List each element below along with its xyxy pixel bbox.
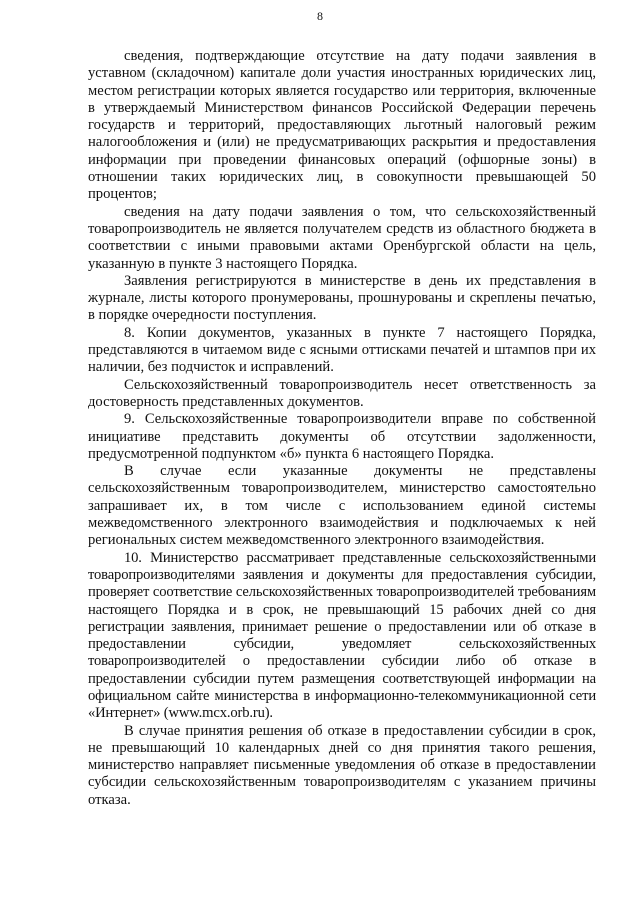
paragraph-responsibility: Сельскохозяйственный товаропроизводитель несет ответственность за достоверность представленных документов. (88, 376, 596, 410)
paragraph-refusal-notice: В случае принятия решения об отказе в предоставлении субсидии в срок, не превышающий 10 календарных дней со дня принятия такого решения, министерство направляет письменные уведомления об отказе в предоставлении субсидии сельскохозяйственным товаропроизводителям с указанием причины отказа. (88, 722, 596, 808)
paragraph-item-9: 9. Сельскохозяйственные товаропроизводители вправе по собственной инициативе представить документы об отсутствии задолженности, предусмотренной подпунктом «б» пункта 6 настоящего Порядка. (88, 411, 596, 462)
paragraph-item-10: 10. Министерство рассматривает представленные сельскохозяйственными товаропроизводителями заявления и документы для предоставления субсидии, проверяет соответствие сельскохозяйственных товаропроизводителей требованиям настоящего Порядка и в срок, не превышающий 15 рабочих дней со дня регистрации заявления, принимает решение о предоставлении или об отказе в предоставлении субсидии, уведомляет сельскохозяйственных товаропроизводителей о предоставлении субсидии либо об отказе в предоставлении субсидии путем размещения соответствующей информации на официальном сайте министерства в информационно-телекоммуникационной сети «Интернет» (www.mcx.orb.ru). (88, 549, 596, 722)
paragraph-item-8: 8. Копии документов, указанных в пункте 7 настоящего Порядка, представляются в читаемом виде с ясными оттисками печатей и штампов при их наличии, без подчисток и исправлений. (88, 324, 596, 376)
paragraph-interagency-request: В случае если указанные документы не представлены сельскохозяйственным товаропроизводителем, министерство самостоятельно запрашивает их, в том числе с использованием единой системы межведомственного электронного взаимодействия и подключаемых к ней региональных систем межведомственного электронного взаимодействия. (88, 463, 596, 549)
paragraph-budget-info: сведения на дату подачи заявления о том, что сельскохозяйственный товаропроизводитель не является получателем средств из областного бюджета в соответствии с иными правовыми актами Оренбургской области на цель, указанную в пункте 3 настоящего Порядка. (88, 203, 596, 272)
paragraph-registration: Заявления регистрируются в министерстве в день их представления в журнале, листы которого пронумерованы, прошнурованы и скреплены печатью, в порядке очередности поступления. (88, 272, 596, 324)
page-number: 8 (317, 9, 323, 23)
document-body (88, 48, 596, 809)
paragraph-offshore-info: сведения, подтверждающие отсутствие на дату подачи заявления в уставном (складочном) капитале доли участия иностранных юридических лиц, местом регистрации которых является государство или территория, включенные в утверждаемый Министерством финансов Российской Федерации перечень государств и территорий, предоставляющих льготный налоговый режим налогообложения и (или) не предусматривающих раскрытия и предоставления информации при проведении финансовых операций (офшорные зоны) в отношении таких юридических лиц, в совокупности превышающей 50 процентов; (88, 48, 596, 203)
